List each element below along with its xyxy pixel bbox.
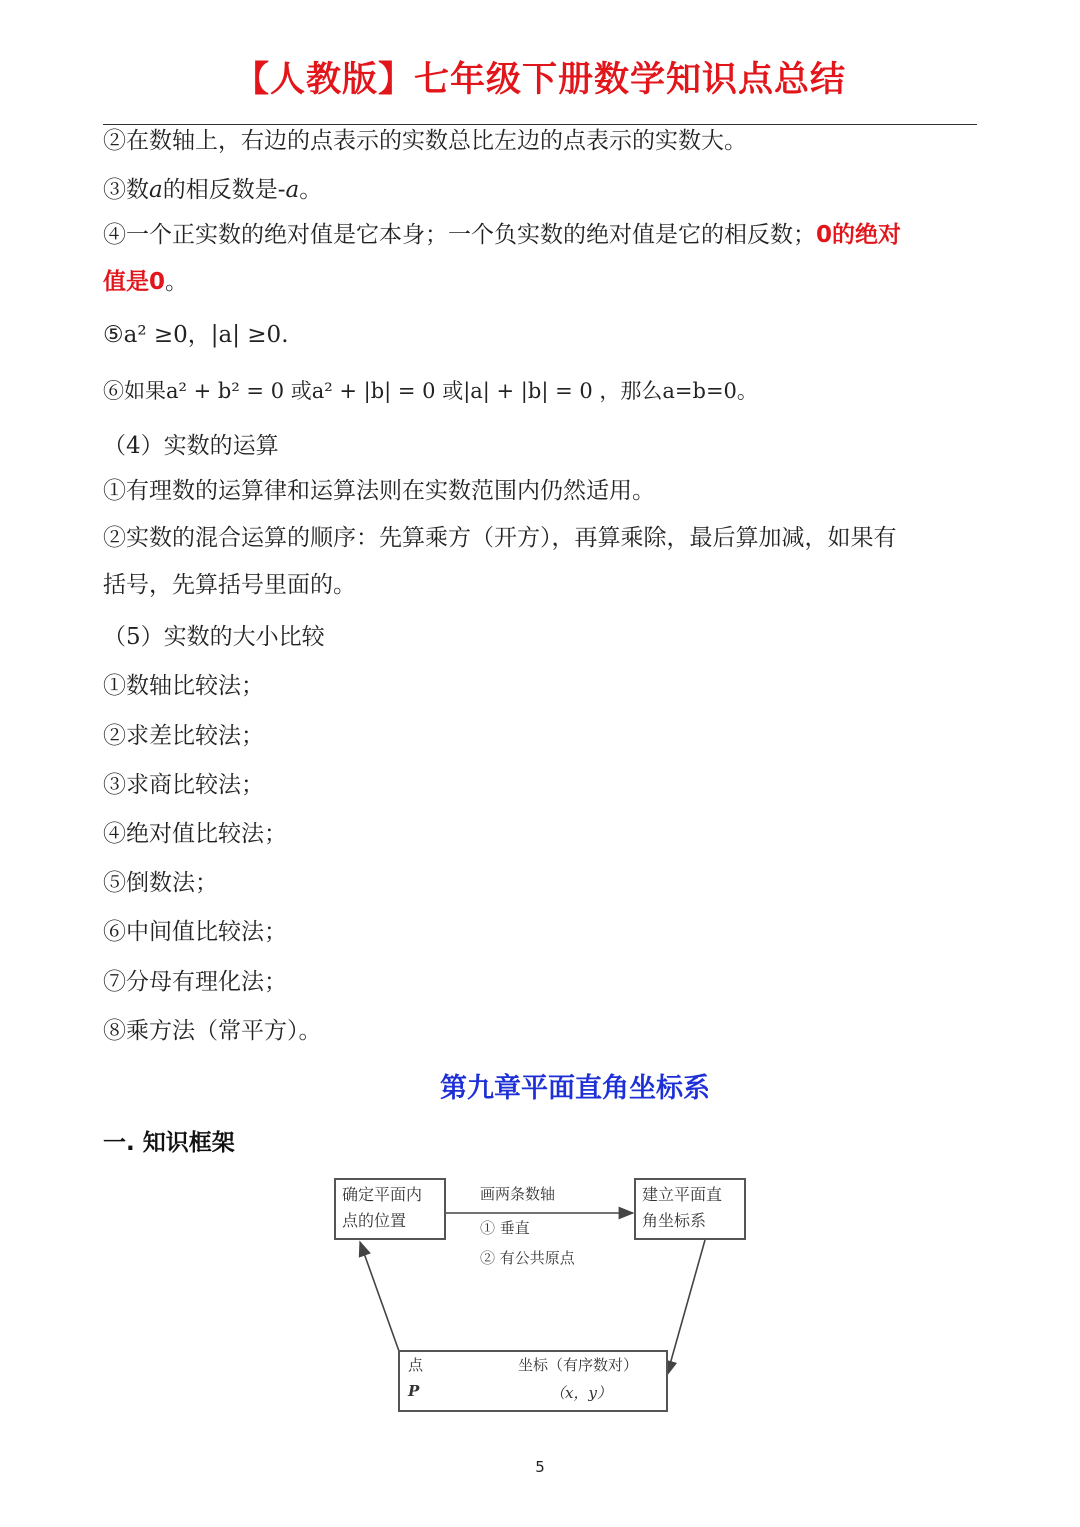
box-text: 点的位置: [342, 1211, 407, 1230]
arrow-up: [360, 1242, 400, 1354]
condition-item: ① 垂直: [480, 1219, 530, 1237]
highlight-text: 0的绝对: [816, 222, 902, 248]
subsection-heading: （5）实数的大小比较: [103, 624, 325, 650]
text-line: [103, 267, 188, 297]
text-line: ②在数轴上，右边的点表示的实数总比左边的点表示的实数大。: [103, 128, 747, 154]
text-line: ②实数的混合运算的顺序：先算乘方（开方），再算乘除，最后算加减，如果有: [103, 525, 897, 551]
list-item: ⑤倒数法；: [103, 870, 218, 896]
box-text: 角坐标系: [642, 1211, 707, 1230]
knowledge-framework-diagram: [330, 1170, 750, 1420]
list-item: ⑧乘方法（常平方）。: [103, 1018, 322, 1044]
condition-item: ② 有公共原点: [480, 1249, 575, 1267]
arrow-down: [667, 1240, 705, 1375]
text-fragment: 的相反数是-: [162, 177, 286, 203]
text-line: 括号，先算括号里面的。: [103, 572, 356, 598]
formula-line: ⑥如果a² + b² = 0 或a² + |b| = 0 或|a| + |b| = 0 ，那么a=b=0。: [103, 379, 758, 403]
list-item: ⑥中间值比较法；: [103, 919, 287, 945]
subsection-heading: （4）实数的运算: [103, 433, 279, 459]
list-item: ①数轴比较法；: [103, 673, 264, 699]
coordinate-xy: （x，y）: [550, 1384, 612, 1402]
box-text: 确定平面内: [342, 1185, 423, 1204]
list-item: ③求商比较法；: [103, 772, 264, 798]
section-heading: 一. 知识框架: [103, 1130, 235, 1156]
text-fragment: 。: [165, 269, 189, 295]
list-item: ⑦分母有理化法；: [103, 969, 287, 995]
math-variable: a: [285, 177, 300, 203]
box-determine-position: [334, 1178, 446, 1240]
point-variable: P: [408, 1382, 420, 1400]
math-variable: a: [149, 177, 163, 203]
box-build-coordinate-system: [634, 1178, 746, 1240]
text-line: [103, 175, 322, 205]
chapter-title: 第九章平面直角坐标系: [440, 1073, 710, 1104]
list-item: ②求差比较法；: [103, 723, 264, 749]
formula-line: ⑤a² ≥0，|a| ≥0.: [103, 322, 289, 348]
list-item: ④绝对值比较法；: [103, 821, 287, 847]
text-fragment: 。: [299, 177, 323, 203]
page-title: 【人教版】七年级下册数学知识点总结: [233, 60, 846, 100]
text-line: ①有理数的运算律和运算法则在实数范围内仍然适用。: [103, 478, 655, 504]
point-label: 点: [408, 1356, 424, 1374]
highlight-text: 值是0: [103, 269, 166, 295]
text-fragment: ④一个正实数的绝对值是它本身；一个负实数的绝对值是它的相反数；: [103, 222, 816, 248]
text-fragment: ③数: [103, 177, 149, 203]
text-line: [103, 220, 901, 250]
page-number: 5: [535, 1458, 545, 1476]
box-text: 建立平面直: [642, 1185, 723, 1204]
header-divider: [103, 124, 977, 125]
coordinate-label: 坐标（有序数对）: [518, 1356, 639, 1374]
arrow-label: 画两条数轴: [480, 1185, 556, 1203]
